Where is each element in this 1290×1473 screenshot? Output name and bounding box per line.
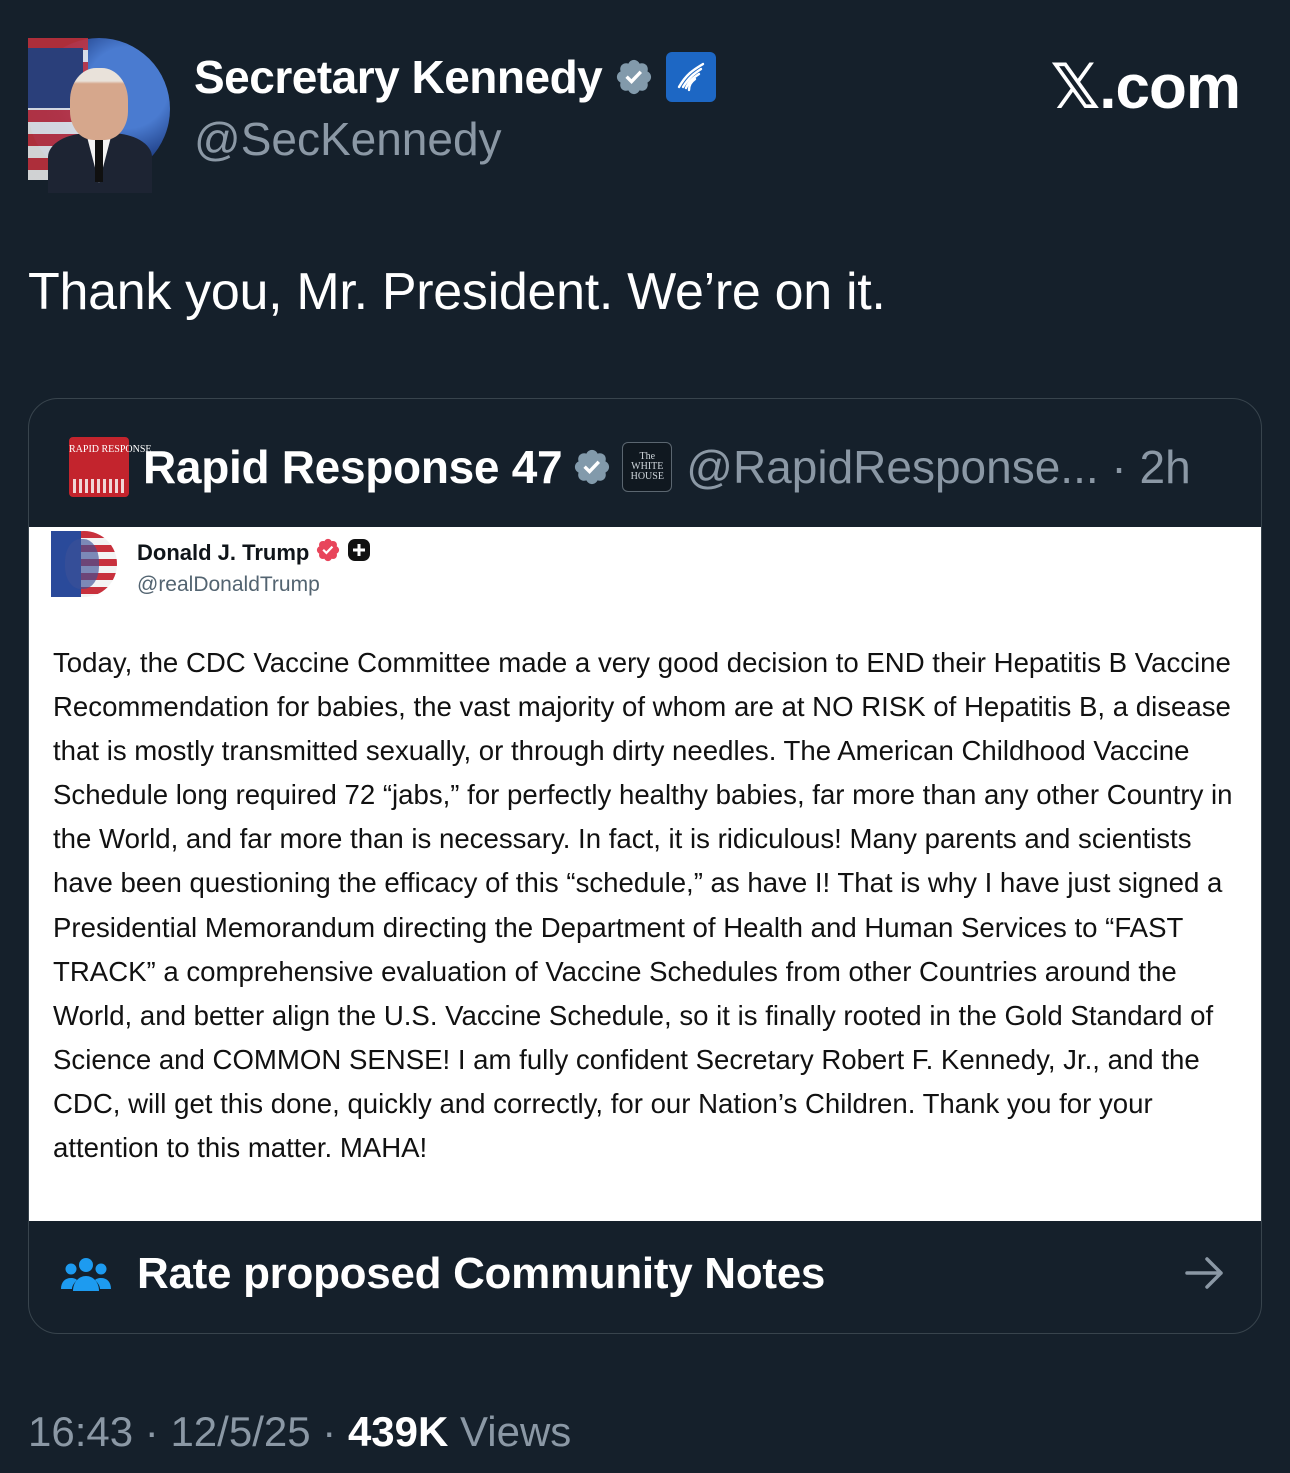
truth-social-icon [347, 538, 371, 567]
rapid-response-logo[interactable]: RAPID RESPONSE [69, 437, 129, 497]
quoted-display-name[interactable]: Rapid Response 47 [143, 441, 563, 493]
embedded-handle: @realDonaldTrump [137, 573, 320, 596]
author-avatar[interactable] [28, 38, 170, 180]
verified-badge-icon[interactable] [614, 57, 654, 97]
trump-avatar [51, 531, 117, 597]
tweet-time[interactable]: 16:43 [28, 1408, 134, 1455]
quoted-tweet-card[interactable] [28, 398, 1262, 1334]
author-name-row [194, 50, 716, 104]
tweet-header [28, 38, 1262, 180]
author-handle[interactable]: @SecKennedy [194, 113, 502, 165]
embedded-post-text: Today, the CDC Vaccine Committee made a very good decision to END their Hepatitis B Vaccine Recommendation for babies, the vast majority of whom are at NO RISK of Hepatitis B, a disease that is mostly transmitted sexually, or through dirty needles. The American Childhood Vaccine Schedule long required 72 “jabs,” for perfectly healthy babies, far more than any other Country in the World, and far more than is necessary. In fact, it is ridiculous! Many parents and scientists have been questioning the efficacy of this “schedule,” as have I! That is why I have just signed a Presidential Memorandum directing the Department of Health and Human Services to “FAST TRACK” a comprehensive evaluation of Vaccine Schedules from other Countries around the World, and better align the U.S. Vaccine Schedule, so it is finally rooted in the Gold Standard of Science and COMMON SENSE! I am fully confident Secretary Robert F. Kennedy, Jr., and the CDC, will get this done, quickly and correctly, for our Nation’s Children. Thank you for your attention to this matter. MAHA! [53, 647, 1233, 1164]
quoted-handle-time[interactable]: @RapidResponse... · 2h [686, 441, 1191, 493]
tweet-date[interactable]: 12/5/25 [170, 1408, 311, 1455]
arrow-right-icon[interactable] [1183, 1251, 1227, 1295]
people-icon [61, 1255, 111, 1295]
verified-badge-icon[interactable] [572, 447, 612, 487]
white-house-logo[interactable]: The WHITE HOUSE [622, 442, 672, 492]
author-display-name[interactable]: Secretary Kennedy [194, 51, 603, 103]
tweet-text: Thank you, Mr. President. We’re on it. [28, 263, 886, 321]
embedded-post-screenshot[interactable] [29, 527, 1261, 1221]
quoted-tweet-header [69, 437, 1191, 497]
hhs-eagle-icon[interactable] [666, 52, 716, 102]
views-label: Views [460, 1408, 572, 1455]
tweet-meta: 16:43 · 12/5/25 · 439K Views [28, 1408, 572, 1455]
community-notes-label[interactable]: Rate proposed Community Notes [137, 1249, 826, 1298]
views-count: 439K [347, 1408, 449, 1455]
verified-badge-icon [315, 537, 341, 568]
community-notes-bar[interactable] [29, 1221, 1261, 1333]
x-com-logo: 𝕏.com [1050, 53, 1240, 122]
embedded-name-row [137, 537, 371, 568]
embedded-display-name: Donald J. Trump [137, 539, 310, 565]
